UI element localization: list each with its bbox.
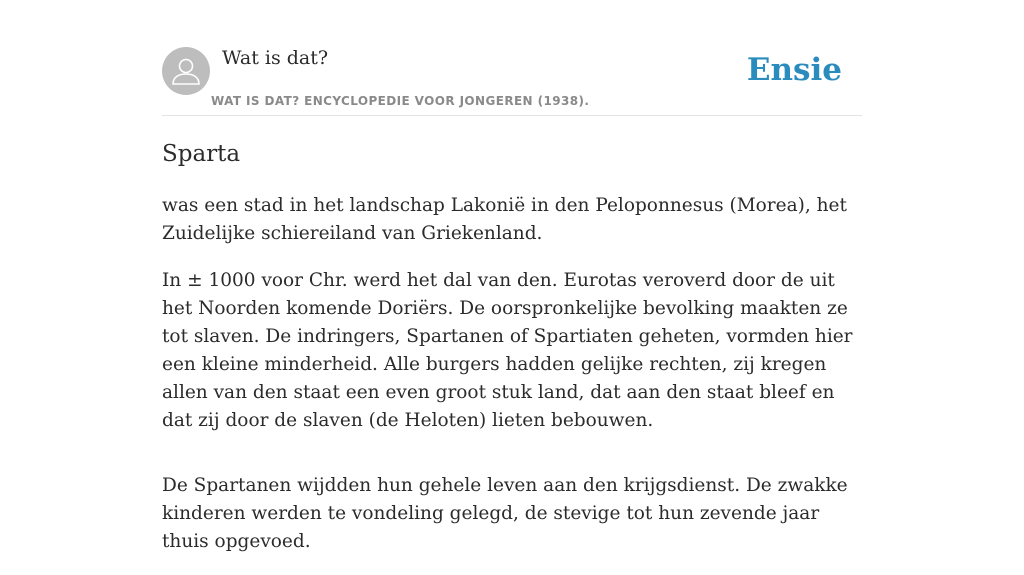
article-body bbox=[162, 192, 862, 575]
article-header bbox=[162, 0, 862, 116]
paragraph: was een stad in het landschap Lakonië in den Peloponnesus (Morea), het Zuidelijke schiereiland van Griekenland. bbox=[162, 195, 847, 244]
source-label[interactable]: WAT IS DAT? ENCYCLOPEDIE VOOR JONGEREN (1938). bbox=[211, 94, 590, 108]
author-name[interactable]: Wat is dat? bbox=[222, 47, 329, 69]
user-icon bbox=[162, 47, 210, 95]
site-logo[interactable]: Ensie bbox=[746, 52, 842, 88]
article-title: Sparta bbox=[162, 141, 241, 167]
paragraph: In ± 1000 voor Chr. werd het dal van den. Eurotas veroverd door de uit het Noorden komende Doriërs. De oorspronkelijke bevolking maakten ze tot slaven. De indringers, Spartanen of Spartiaten geheten, vormden hier een kleine minderheid. Alle burgers hadden gelijke rechten, zij kregen allen van den staat een even groot stuk land, dat aan den staat bleef en dat zij door de slaven (de Heloten) lieten bebouwen. bbox=[162, 270, 853, 431]
author-avatar[interactable] bbox=[162, 47, 210, 95]
article-page bbox=[162, 0, 862, 552]
paragraph: De Spartanen wijdden hun gehele leven aan den krijgsdienst. De zwakke kinderen werden te vondeling gelegd, de stevige tot hun zevende jaar thuis opgevoed. bbox=[162, 475, 848, 552]
